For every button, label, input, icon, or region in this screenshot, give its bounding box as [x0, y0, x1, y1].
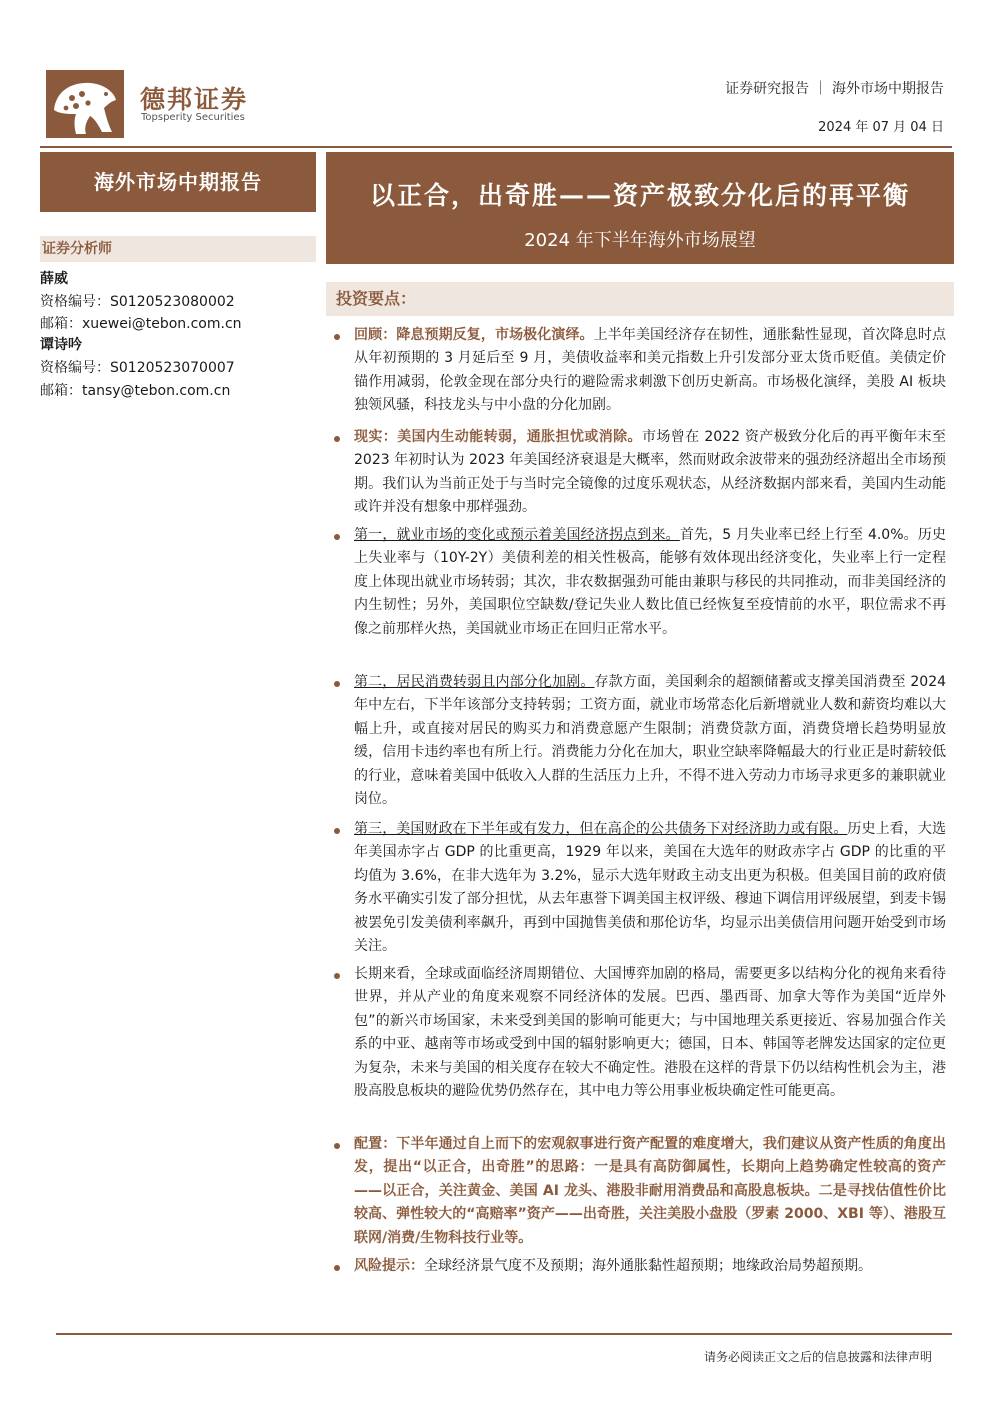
point-lead: 现实：美国内生动能转弱，通胀担忧或消除。	[354, 429, 642, 445]
analyst-cert: 资格编号：S0120523080002	[40, 294, 235, 310]
report-type: 证券研究报告 ｜ 海外市场中期报告	[725, 81, 944, 97]
point-text: 上半年美国经济存在韧性，通胀黏性显现，首次降息时点从年初预期的 3 月延后至 9 月，美债收益率和美元指数上升引发部分亚太货币贬值。美债定价锚作用减弱，伦敦金现在部分央行的避险需求刺激下创历史新高。市场极化演绎，美股 AI 板块独领风骚，科技龙头与中小盘的分化加剧。	[354, 327, 947, 414]
company-name-en: Topsperity Securities	[141, 112, 245, 123]
analyst-name: 薛威	[40, 271, 68, 287]
bullet-icon	[334, 681, 340, 687]
bullet-icon	[334, 334, 340, 340]
company-logo	[46, 70, 124, 138]
key-point-consumption	[354, 671, 946, 811]
point-text: 全球经济景气度不及预期；海外通胀黏性超预期；地缘政治局势超预期。	[424, 1258, 872, 1274]
bullet-icon	[334, 1143, 340, 1149]
title-banner	[326, 152, 954, 264]
bullet-icon	[334, 534, 340, 540]
company-name-cn: 德邦证券	[140, 85, 249, 114]
point-lead: 第一，就业市场的变化或预示着美国经济拐点到来。	[354, 527, 680, 543]
main-title: 以正合，出奇胜——资产极致分化后的再平衡	[369, 181, 910, 210]
analyst-cert: 资格编号：S0120523070007	[40, 360, 235, 376]
point-lead: 第三，美国财政在下半年或有发力，但在高企的公共债务下对经济助力或有限。	[354, 821, 848, 837]
key-point-allocation: 配置：下半年通过自上而下的宏观叙事进行资产配置的难度增大，我们建议从资产性质的角度出发，提出“以正合，出奇胜”的思路：一是具有高防御属性，长期向上趋势确定性较高的资产——以正合，关注黄金、美国 AI 龙头、港股非耐用消费品和高股息板块。二是寻找估值性价比较高、弹性较大的“高赔率”资产——出奇胜，关注美股小盘股（罗素 2000、XBI 等）、港股互联网/消费/生物科技行业等。	[354, 1136, 946, 1246]
key-point-long-term: 长期来看，全球或面临经济周期错位、大国博弈加剧的格局，需要更多以结构分化的视角来看待世界，并从产业的角度来观察不同经济体的发展。巴西、墨西哥、加拿大等作为美国“近岸外包”的新兴市场国家，未来受到美国的影响可能更大；与中国地理关系更接近、容易加强合作关系的中亚、越南等市场或受到中国的辐射影响更大；德国，日本、韩国等老牌发达国家的定位更为复杂，未来与美国的相关度存在较大不确定性。港股在这样的背景下仍以结构性机会为主，港股高股息板块的避险优势仍然存在，其中电力等公用事业板块确定性可能更高。	[354, 966, 946, 1100]
key-point-risk	[354, 1255, 946, 1278]
point-text: 首先，5 月失业率已经上行至 4.0%。历史上失业率与（10Y-2Y）美债利差的相关性极高，能够有效体现出经济变化，失业率上行一定程度上体现出就业市场转弱；其次，非农数据强劲可能由兼职与移民的共同推动，而非美国经济的内生韧性；另外，美国职位空缺数/登记失业人数比值已经恢复至疫情前的水平，职位需求不再像之前那样火热，美国就业市场正在回归正常水平。	[354, 527, 947, 637]
key-point-fiscal	[354, 818, 946, 958]
point-text: 历史上看，大选年美国赤字占 GDP 的比重更高，1929 年以来，美国在大选年的财政赤字占 GDP 的比重的平均值为 3.6%，在非大选年为 3.2%，显示大选年财政主动支出更为积极。但美国目前的政府债务水平确实引发了部分担忧，从去年惠誉下调美国主权评级、穆迪下调信用评级展望，到麦卡锡被罢免引发美债利率飙升，再到中国抛售美债和那伦访华，均显示出美债信用问题开始受到市场关注。	[354, 821, 947, 955]
bullet-icon	[334, 973, 340, 979]
analyst-email[interactable]: 邮箱：xuewei@tebon.com.cn	[40, 316, 242, 332]
bullet-icon	[334, 436, 340, 442]
point-text: 市场曾在 2022 资产极致分化后的再平衡年末至 2023 年初时认为 2023 年美国经济衰退是大概率，然而财政余波带来的强劲经济超出全市场预期。我们认为当前正处于与当时完全镜像的过度乐观状态，从经济数据内部来看，美国内生动能或许并没有想象中那样强劲。	[354, 429, 947, 516]
analyst-name: 谭诗吟	[40, 337, 82, 353]
key-points-heading: 投资要点：	[326, 282, 954, 316]
point-text: 存款方面，美国剩余的超额储蓄或支撑美国消费至 2024 年中左右，下半年该部分支持转弱；工资方面，就业市场常态化后新增就业人数和薪资均难以大幅上升，或直接对居民的购买力和消费意愿产生限制；消费贷款方面，消费贷增长趋势明显放缓，信用卡违约率也有所上行。消费能力分化在加大，职业空缺率降幅最大的行业正是时薪较低的行业，意味着美国中低收入人群的生活压力上升，不得不进入劳动力市场寻求更多的兼职就业岗位。	[354, 674, 947, 808]
side-title: 海外市场中期报告	[40, 152, 316, 212]
point-lead: 风险提示：	[354, 1258, 424, 1274]
key-point-review	[354, 324, 946, 418]
disclaimer-note: 请务必阅读正文之后的信息披露和法律声明	[703, 1350, 932, 1364]
report-date: 2024 年 07 月 04 日	[818, 120, 944, 135]
sub-title: 2024 年下半年海外市场展望	[524, 230, 756, 251]
point-lead: 回顾：降息预期反复，市场极化演绎。	[354, 327, 594, 343]
analyst-email[interactable]: 邮箱：tansy@tebon.com.cn	[40, 383, 231, 399]
bullet-icon	[334, 828, 340, 834]
header-divider	[40, 146, 952, 148]
leopard-logo-icon	[46, 70, 124, 138]
point-lead: 第二，居民消费转弱且内部分化加剧。	[354, 674, 595, 690]
bullet-icon	[334, 1265, 340, 1271]
analyst-heading: 证券分析师	[40, 236, 316, 262]
footer-divider	[56, 1333, 952, 1335]
key-point-reality	[354, 426, 946, 520]
key-point-employment	[354, 524, 946, 641]
